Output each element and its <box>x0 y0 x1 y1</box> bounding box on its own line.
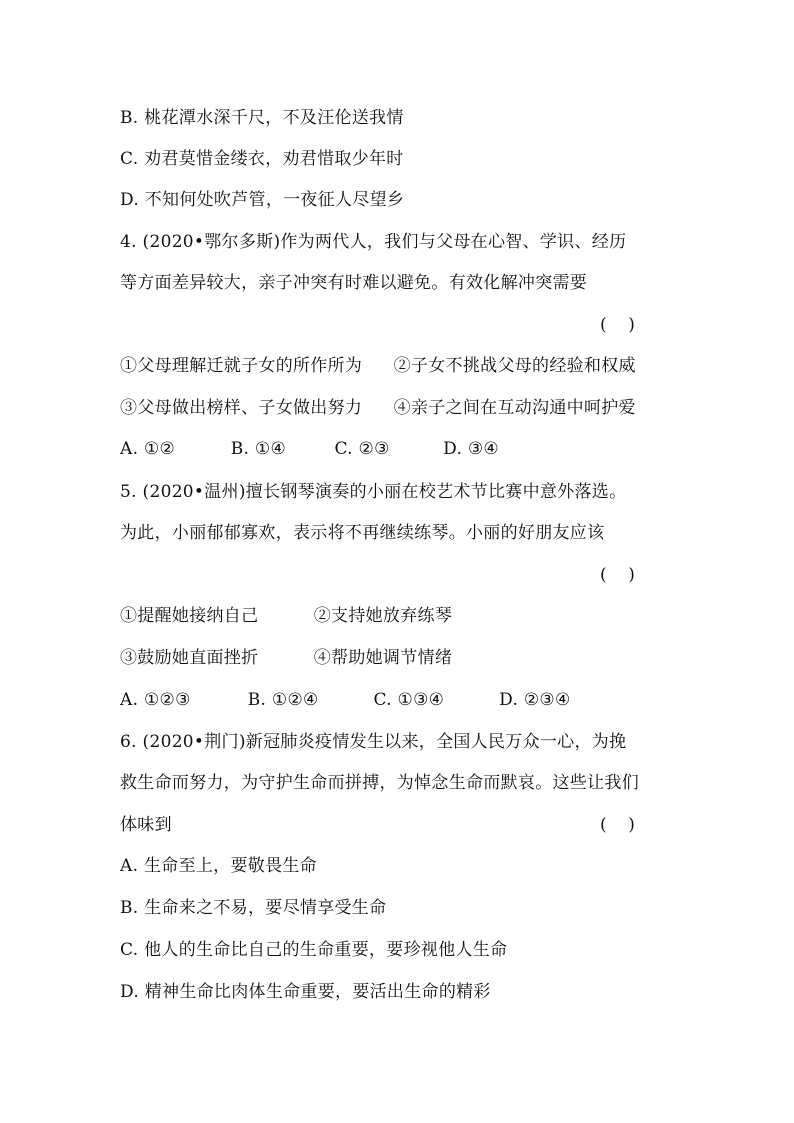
q5-stem-line-1: 5. (2020•温州)擅长钢琴演奏的小丽在校艺术节比赛中意外落选。 <box>120 482 627 502</box>
q4-statement-3: ③父母做出榜样、子女做出努力 <box>120 398 363 418</box>
q4-choice-a: A. ①② <box>120 439 176 459</box>
q5-statement-2: ②支持她放弃练琴 <box>313 606 453 626</box>
q4-statement-4: ④亲子之间在互动沟通中呵护爱 <box>393 398 636 418</box>
q5-stem-line-2: 为此，小丽郁郁寡欢，表示将不再继续练琴。小丽的好朋友应该 <box>120 523 605 543</box>
prev-option-c: C. 劝君莫惜金缕衣，劝君惜取少年时 <box>120 149 404 169</box>
q5-choice-c: C. ①③④ <box>373 690 445 710</box>
q6-option-a: A. 生命至上，要敬畏生命 <box>120 856 317 876</box>
q6-option-c: C. 他人的生命比自己的生命重要，要珍视他人生命 <box>120 940 508 960</box>
q4-statements-row-2 <box>120 396 680 420</box>
q4-choices <box>120 437 680 461</box>
prev-option-b: B. 桃花潭水深千尺，不及汪伦送我情 <box>120 108 404 128</box>
prev-option-d: D. 不知何处吹芦管，一夜征人尽望乡 <box>120 190 405 210</box>
q4-stem-line-2: 等方面差异较大，亲子冲突有时难以避免。有效化解冲突需要 <box>120 273 588 293</box>
q5-choice-a: A. ①②③ <box>120 690 191 710</box>
q4-statements-row-1 <box>120 354 680 378</box>
q5-statement-3: ③鼓励她直面挫折 <box>120 648 259 668</box>
q5-choice-d: D. ②③④ <box>499 690 571 710</box>
q4-statement-2: ②子女不挑战父母的经验和权威 <box>393 356 636 376</box>
q6-stem-line-1: 6. (2020•荆门)新冠肺炎疫情发生以来，全国人民万众一心，为挽 <box>120 732 627 752</box>
q5-statement-1: ①提醒她接纳自己 <box>120 606 259 626</box>
q4-choice-c: C. ②③ <box>334 439 390 459</box>
q4-choice-d: D. ③④ <box>443 439 499 459</box>
q4-statement-1: ①父母理解迁就子女的所作所为 <box>120 356 363 376</box>
q4-answer-bracket: ( ) <box>600 315 635 335</box>
q4-choice-b: B. ①④ <box>230 439 286 459</box>
q5-choice-b: B. ①②④ <box>247 690 319 710</box>
q5-statements-row-1 <box>120 604 680 628</box>
q5-choices <box>120 688 680 712</box>
q6-stem-line-2: 救生命而努力，为守护生命而拼搏，为悼念生命而默哀。这些让我们 <box>120 773 639 793</box>
q6-option-b: B. 生命来之不易，要尽情享受生命 <box>120 898 387 918</box>
q5-statement-4: ④帮助她调节情绪 <box>313 648 453 668</box>
q6-option-d: D. 精神生命比肉体生命重要，要活出生命的精彩 <box>120 982 491 1002</box>
q4-stem-line-1: 4. (2020•鄂尔多斯)作为两代人，我们与父母在心智、学识、经历 <box>120 232 627 252</box>
q5-answer-bracket: ( ) <box>600 565 635 585</box>
q6-stem-line-3: 体味到 <box>120 815 172 835</box>
q5-statements-row-2 <box>120 646 680 670</box>
q6-answer-bracket: ( ) <box>600 815 635 835</box>
